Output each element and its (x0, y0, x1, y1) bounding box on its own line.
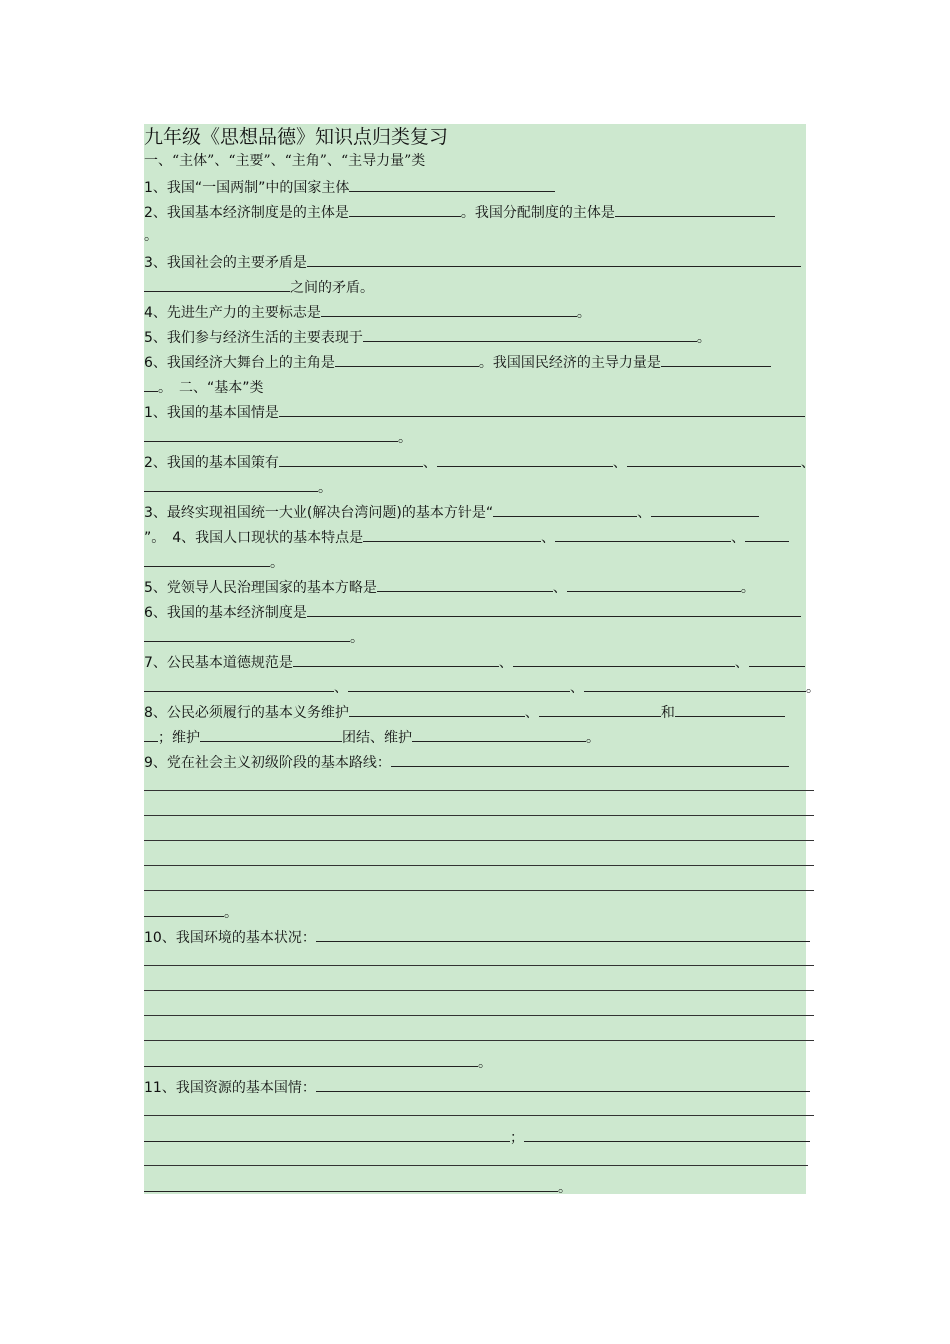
answer-blank[interactable] (513, 650, 735, 667)
basic-10: 10、我国环境的基本状况： (144, 925, 810, 947)
basic-6: 6、我国的基本经济制度是 (144, 600, 801, 622)
answer-line[interactable] (144, 840, 814, 841)
answer-blank[interactable] (316, 925, 810, 942)
question-5: 5、我们参与经济生活的主要表现于 。 (144, 325, 711, 347)
answer-blank[interactable] (349, 700, 525, 717)
answer-blank[interactable] (144, 275, 290, 292)
answer-blank[interactable] (307, 600, 801, 617)
basic-11-end: 。 (144, 1175, 572, 1197)
basic-7: 7、公民基本道德规范是 、 、 (144, 650, 805, 672)
answer-blank[interactable] (348, 675, 570, 692)
answer-blank[interactable] (749, 650, 805, 667)
answer-blank[interactable] (144, 1050, 478, 1067)
answer-blank[interactable] (745, 525, 789, 542)
answer-blank[interactable] (144, 550, 270, 567)
question-1: 1、我国“一国两制”中的国家主体 (144, 175, 555, 197)
answer-blank[interactable] (144, 725, 158, 742)
question-6-cont: 。 二、“基本”类 (144, 375, 264, 397)
answer-line[interactable] (144, 1015, 814, 1016)
question-3: 3、我国社会的主要矛盾是 (144, 250, 801, 272)
answer-blank[interactable] (200, 725, 342, 742)
answer-line[interactable] (144, 1165, 808, 1166)
answer-blank[interactable] (144, 425, 398, 442)
question-6: 6、我国经济大舞台上的主角是 。我国国民经济的主导力量是 (144, 350, 771, 372)
answer-blank[interactable] (349, 175, 555, 192)
answer-blank[interactable] (316, 1075, 810, 1092)
answer-blank[interactable] (377, 575, 553, 592)
answer-blank[interactable] (307, 250, 801, 267)
section-heading-1: 一、“主体”、“主要”、“主角”、“主导力量”类 (144, 153, 426, 169)
answer-blank[interactable] (144, 375, 158, 392)
basic-1: 1、我国的基本国情是 (144, 400, 805, 422)
answer-blank[interactable] (293, 650, 499, 667)
answer-blank[interactable] (524, 1125, 810, 1142)
answer-line[interactable] (144, 865, 814, 866)
basic-9: 9、党在社会主义初级阶段的基本路线： (144, 750, 789, 772)
question-2-end: 。 (144, 228, 158, 244)
answer-line[interactable] (144, 790, 814, 791)
answer-blank[interactable] (363, 525, 541, 542)
answer-blank[interactable] (615, 200, 775, 217)
answer-line[interactable] (144, 890, 814, 891)
answer-blank[interactable] (661, 350, 771, 367)
basic-1-cont: 。 (144, 425, 412, 447)
basic-4-cont: 。 (144, 550, 284, 572)
answer-blank[interactable] (144, 675, 334, 692)
answer-blank[interactable] (675, 700, 785, 717)
answer-blank[interactable] (144, 625, 350, 642)
answer-blank[interactable] (437, 450, 613, 467)
answer-blank[interactable] (321, 300, 577, 317)
basic-9-end: 。 (144, 900, 238, 922)
basic-2-cont: 。 (144, 475, 332, 497)
answer-blank[interactable] (627, 450, 801, 467)
question-2: 2、我国基本经济制度是的主体是 。我国分配制度的主体是 (144, 200, 775, 222)
basic-11-cont: ； (144, 1125, 810, 1147)
basic-3-4: ”。 4、我国人口现状的基本特点是 、 、 (144, 525, 789, 547)
answer-blank[interactable] (144, 1125, 510, 1142)
basic-2: 2、我国的基本国策有 、 、 、 (144, 450, 815, 472)
answer-blank[interactable] (539, 700, 661, 717)
answer-blank[interactable] (144, 475, 318, 492)
answer-blank[interactable] (391, 750, 789, 767)
answer-blank[interactable] (279, 400, 805, 417)
answer-blank[interactable] (363, 325, 697, 342)
answer-blank[interactable] (144, 1175, 558, 1192)
basic-3: 3、最终实现祖国统一大业(解决台湾问题)的基本方针是“ 、 (144, 500, 759, 522)
page-title: 九年级《思想品德》知识点归类复习 (144, 126, 449, 148)
answer-blank[interactable] (493, 500, 637, 517)
answer-blank[interactable] (412, 725, 586, 742)
answer-blank[interactable] (279, 450, 423, 467)
basic-8-cont: ；维护 团结、维护 。 (144, 725, 600, 747)
answer-line[interactable] (144, 990, 814, 991)
answer-blank[interactable] (567, 575, 741, 592)
basic-6-cont: 。 (144, 625, 364, 647)
answer-line[interactable] (144, 965, 814, 966)
answer-line[interactable] (144, 1040, 814, 1041)
answer-blank[interactable] (555, 525, 731, 542)
answer-blank[interactable] (651, 500, 759, 517)
answer-line[interactable] (144, 815, 814, 816)
basic-8: 8、公民必须履行的基本义务维护 、 和 (144, 700, 785, 722)
question-3-cont: 之间的矛盾。 (144, 275, 374, 297)
basic-7-cont: 、 、 。 (144, 675, 820, 697)
answer-blank[interactable] (144, 900, 224, 917)
basic-10-end: 。 (144, 1050, 492, 1072)
question-4: 4、先进生产力的主要标志是 。 (144, 300, 591, 322)
answer-blank[interactable] (349, 200, 461, 217)
answer-blank[interactable] (584, 675, 806, 692)
answer-line[interactable] (144, 1115, 814, 1116)
basic-11: 11、我国资源的基本国情： (144, 1075, 810, 1097)
answer-blank[interactable] (335, 350, 479, 367)
basic-5: 5、党领导人民治理国家的基本方略是 、 。 (144, 575, 755, 597)
